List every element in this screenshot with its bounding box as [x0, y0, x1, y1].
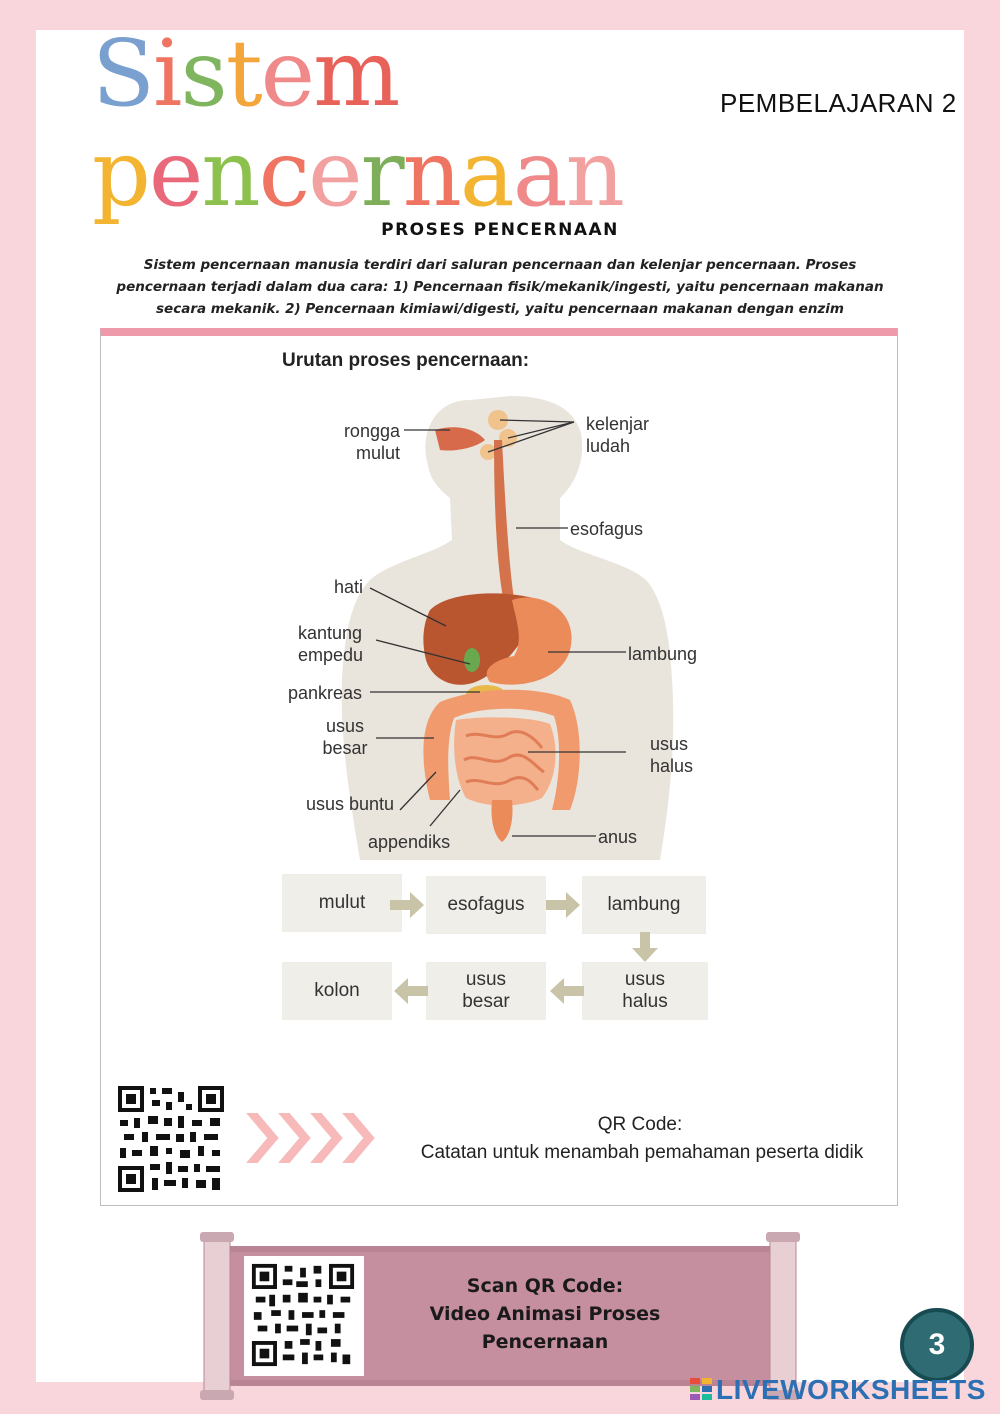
title-letter: n: [565, 120, 623, 227]
arrow-left-icon: [392, 978, 428, 1004]
label-rongga-mulut: rongga mulut: [343, 421, 400, 463]
title-letter: e: [260, 20, 314, 127]
banner-text: Scan QR Code: Video Animasi Proses Pencernaan: [429, 1275, 661, 1353]
page-title: [92, 20, 623, 227]
title-line-pencernaan: [92, 120, 623, 227]
flow-step-lambung: lambung: [582, 876, 706, 934]
title-line-sistem: [92, 20, 623, 127]
title-letter: s: [180, 20, 226, 127]
label-anus: anus: [598, 827, 638, 847]
title-letter: a: [459, 120, 513, 227]
chevrons-right-icon: [244, 1112, 384, 1164]
gallbladder: [464, 648, 480, 672]
title-letter: a: [512, 120, 566, 227]
label-usus-besar: usus besar: [322, 716, 368, 758]
lesson-label: PEMBELAJARAN 2: [720, 88, 957, 118]
arrow-left-icon: [548, 978, 584, 1004]
title-letter: i: [153, 20, 181, 127]
title-letter: S: [92, 20, 154, 127]
liveworksheets-watermark: LIVEWORKSHEETS: [690, 1374, 986, 1406]
small-intestine: [454, 717, 555, 805]
flow-step-usus-besar: usus besar: [426, 962, 546, 1020]
flow-step-kolon: kolon: [282, 962, 392, 1020]
label-lambung: lambung: [628, 644, 698, 664]
title-letter: p: [92, 120, 149, 227]
section-heading: PROSES PENCERNAAN: [381, 220, 619, 240]
arrow-right-icon: [390, 892, 426, 918]
liveworksheets-logo-icon: [690, 1378, 712, 1406]
title-letter: n: [201, 120, 259, 227]
flow-step-mulut: mulut: [282, 874, 402, 932]
label-hati: hati: [334, 577, 364, 597]
label-kantung-empedu: kantung empedu: [298, 623, 364, 665]
title-letter: e: [148, 120, 202, 227]
label-pankreas: pankreas: [288, 683, 363, 703]
arrow-right-icon: [546, 892, 582, 918]
diagram-title: Urutan proses pencernaan:: [282, 350, 530, 371]
qr-note-title: QR Code:: [597, 1114, 683, 1135]
flow-step-esofagus: esofagus: [426, 876, 546, 934]
title-letter: m: [313, 20, 399, 127]
intro-paragraph: Sistem pencernaan manusia terdiri dari saluran pencernaan dan kelenjar pencernaan. Proses pencernaan terjadi dalam dua cara: 1) Pencernaan fisik/mekanik/ingesti, yaitu pencernaan makanan secara mekanik. 2) Pencernaan kimiawi/digesti, yaitu pencernaan makanan dengan enzim: [116, 257, 884, 317]
title-letter: t: [225, 20, 261, 127]
label-usus-buntu: usus buntu: [306, 794, 395, 814]
title-letter: r: [360, 120, 403, 227]
page-number-badge: 3: [900, 1308, 974, 1382]
flow-step-usus-halus: usus halus: [582, 962, 708, 1020]
label-appendiks: appendiks: [368, 832, 451, 852]
qr-code-notes[interactable]: [116, 1084, 226, 1194]
qr-code-video[interactable]: [250, 1262, 356, 1368]
title-letter: c: [258, 120, 309, 227]
title-letter: e: [308, 120, 361, 227]
label-kelenjar-ludah: kelenjar ludah: [586, 414, 650, 456]
arrow-down-icon: [632, 932, 658, 962]
label-esofagus: esofagus: [570, 519, 644, 539]
label-usus-halus: usus halus: [650, 734, 694, 776]
title-letter: n: [402, 120, 460, 227]
qr-note-body: Catatan untuk menambah pemahaman peserta didik: [420, 1142, 864, 1163]
